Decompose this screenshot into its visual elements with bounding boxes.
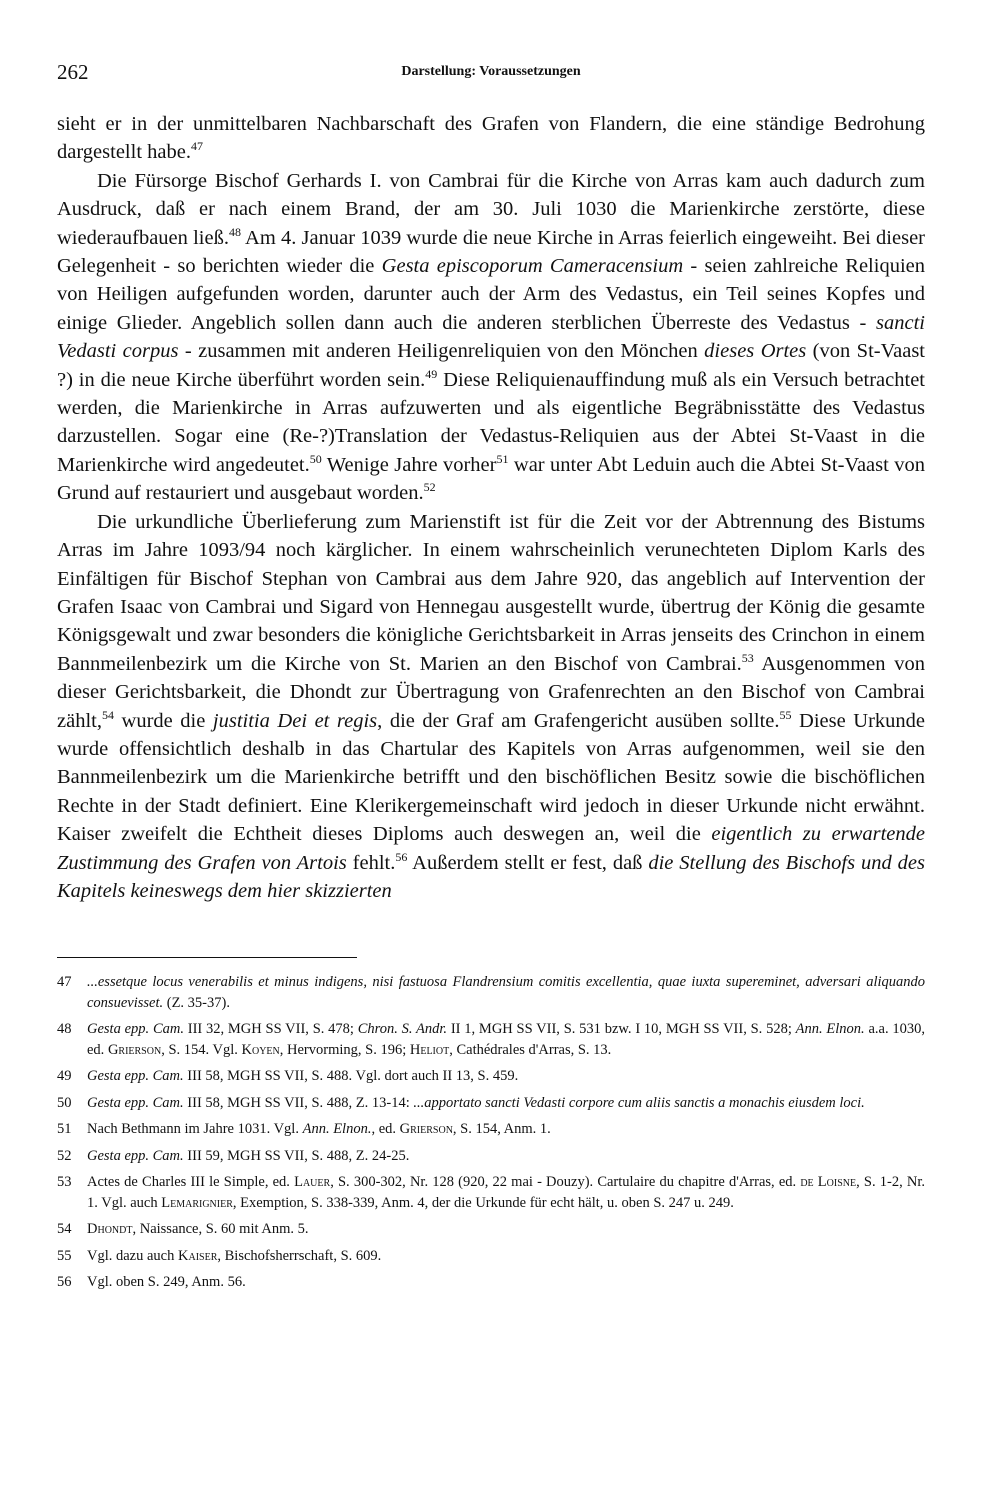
text-run: (von St-Vaast ?) in die neue Kirche überführt worden sein. <box>57 340 925 391</box>
footnote <box>57 1119 925 1140</box>
footnote-ref: 53 <box>741 650 754 665</box>
footnote-ref: 56 <box>395 849 408 864</box>
footnote <box>57 1246 925 1267</box>
text-run: (Z. 35-37). <box>163 994 230 1011</box>
text-run: , Exemption, S. 338-339, Anm. 4, der die Urkunde für echt hält, u. oben S. 247 u. 249. <box>232 1194 734 1211</box>
text-run: , S. 1-2, Nr. 1. Vgl. auch <box>87 1174 925 1211</box>
text-run: - zusammen mit anderen Heiligenreliquien von den Mönchen <box>178 340 705 363</box>
footnote-number: 50 <box>57 1094 72 1111</box>
italic-text: justitia Dei et regis <box>212 709 378 732</box>
footnote-number: 51 <box>57 1121 72 1138</box>
text-run: Vgl. oben S. 249, Anm. 56. <box>87 1274 246 1291</box>
text-run: Vgl. dazu auch <box>87 1247 178 1264</box>
author-name: Dhondt <box>87 1221 133 1238</box>
italic-text: sancti Vedasti corpus <box>57 311 925 363</box>
text-run: , S. 154, Anm. 1. <box>452 1121 551 1138</box>
footnote-number: 55 <box>57 1247 72 1264</box>
text-run: , S. 300-302, Nr. 128 (920, 22 mai - Douzy). Cartulaire du chapitre d'Arras, ed. <box>330 1174 801 1191</box>
italic-text: ...essetque locus venerabilis et minus indigens, nisi fastuosa Flandrensium comitis excellentia, quae iuxta supereminet, adversari aliquando consuevisset. <box>87 974 925 1011</box>
text-run: Actes de Charles III le Simple, ed. <box>87 1174 295 1191</box>
text-run: - seien zahlreiche Reliquien von Heiligen aufgefunden worden, darunter auch der Arm des Vedastus, ein Teil seines Kopfes und einige Glieder. Angeblich sollen dann auch die anderen sterblichen Überreste des Vedastus - <box>57 255 925 334</box>
italic-text: Ann. Elnon. <box>795 1021 865 1038</box>
author-name: Koyen <box>241 1041 280 1058</box>
footnote-ref: 48 <box>228 224 241 239</box>
italic-text: Gesta epp. Cam. <box>87 1147 184 1164</box>
italic-text: eigentlich zu erwartende Zustimmung des Grafen von Artois <box>57 823 925 874</box>
footnote <box>57 1219 925 1240</box>
text-run: , Naissance, S. 60 mit Anm. 5. <box>132 1221 309 1238</box>
text-run: Diese Urkunde wurde offensichtlich deshalb in das Chartular des Kapitels von Arras aufgenommen, weil sie den Bannmeilenbezirk um die Marienkirche betrifft und den bischöflichen Besitz sowie die bischöflichen Rechte in der Stadt definiert. Eine Klerikergemeinschaft wird jedoch in dieser Urkunde nicht erwähnt. Kaiser zweifelt die Echtheit dieses Diploms auch deswegen an, weil die <box>57 709 926 846</box>
text-run: sieht er in der unmittelbaren Nachbarschaft des Grafen von Flandern, die eine ständige Bedrohung dargestellt habe. <box>57 113 925 164</box>
footnote-number: 48 <box>57 1021 72 1038</box>
footnote-number: 52 <box>57 1147 72 1164</box>
italic-text: Gesta epp. Cam. <box>87 1068 184 1085</box>
footnote-number: 47 <box>57 974 72 991</box>
footnote-number: 53 <box>57 1174 72 1191</box>
text-run: II 1, MGH SS VII, S. 531 bzw. I 10, MGH SS VII, S. 528; <box>447 1021 796 1038</box>
author-name: Heliot <box>409 1041 450 1058</box>
author-name: Lauer <box>294 1174 331 1191</box>
text-run: III 58, MGH SS VII, S. 488, Z. 13-14: <box>183 1094 414 1111</box>
running-title: Darstellung: Voraussetzungen <box>401 64 581 79</box>
author-name: de Loisne <box>800 1174 857 1191</box>
footnote-ref: 55 <box>779 707 792 722</box>
footnote <box>57 1272 925 1293</box>
text-run: III 32, MGH SS VII, S. 478; <box>183 1021 358 1038</box>
text-run: III 58, MGH SS VII, S. 488. Vgl. dort auch II 13, S. 459. <box>183 1068 519 1085</box>
paragraph <box>57 110 925 167</box>
text-run: , S. 154. Vgl. <box>161 1041 242 1058</box>
paragraph <box>57 508 925 906</box>
text-run: Diese Reliquienauffindung muß als ein Versuch betrachtet werden, die Marienkirche in Arras aufzuwerten und als eigentliche Begräbnisstätte des Vedastus darzustellen. Sogar eine (Re-?)Translation der Vedastus-Reliquien aus der Abtei St-Vaast in die Marienkirche wird angedeutet. <box>57 368 925 476</box>
author-name: Grierson <box>107 1041 162 1058</box>
italic-text: Gesta epp. Cam. <box>87 1094 184 1111</box>
italic-text: die Stellung des Bischofs und des Kapitels keineswegs dem hier skizzierten <box>57 851 925 902</box>
footnote <box>57 972 925 1013</box>
text-run: Ausgenommen von dieser Gerichtsbarkeit, die Dhondt zur Übertragung von Grafenrechten an den Bischof von Cambrai zählt, <box>57 652 925 732</box>
footnote-number: 56 <box>57 1274 72 1291</box>
italic-text: Ann. Elnon. <box>302 1121 372 1138</box>
footnote-ref: 54 <box>101 707 114 722</box>
text-run: , Hervorming, S. 196; <box>279 1041 410 1058</box>
footnotes <box>57 972 925 1293</box>
text-run: Die Fürsorge Bischof Gerhards I. von Cambrai für die Kirche von Arras kam auch dadurch zum Ausdruck, daß er nach einem Brand, der am 30. Juli 1030 die Marienkirche zerstörte, diese wiederaufbauen ließ. <box>57 169 925 249</box>
footnote <box>57 1093 925 1114</box>
footnote-separator <box>57 957 357 958</box>
text-run: war unter Abt Leduin auch die Abtei St-Vaast von Grund auf restauriert und ausgebaut worden. <box>57 453 925 505</box>
text-run: Die urkundliche Überlieferung zum Marienstift ist für die Zeit vor der Abtrennung des Bistums Arras im Jahre 1093/94 noch kärglicher. In einem wahrscheinlich verunechteten Diplom Karls des Einfältigen für Bischof Stephan von Cambrai aus dem Jahre 920, das angeblich auf Intervention der Grafen Isaac von Cambrai und Sigard von Hennegau ausgestellt wurde, übertrug der König die gesamte Königsgewalt und zwar besonders die königliche Gerichtsbarkeit in Arras jenseits des Crinchon in einem Bannmeilenbezirk um die Kirche von St. Marien an den Bischof von Cambrai. <box>57 510 925 675</box>
italic-text: dieses Ortes <box>704 340 807 363</box>
author-name: Kaiser <box>178 1247 218 1264</box>
author-name: Grierson <box>399 1121 453 1138</box>
body-text <box>57 110 925 905</box>
italic-text: ...apportato sancti Vedasti corpore cum aliis sanctis a monachis eiusdem loci. <box>413 1094 865 1111</box>
footnote <box>57 1066 925 1087</box>
footnote-ref: 51 <box>496 451 509 466</box>
text-run: a.a. 1030, ed. <box>87 1021 925 1058</box>
text-run: , Cathédrales d'Arras, S. 13. <box>449 1041 612 1058</box>
text-run: III 59, MGH SS VII, S. 488, Z. 24-25. <box>183 1147 410 1164</box>
footnote-ref: 52 <box>423 480 436 495</box>
footnote-number: 54 <box>57 1221 72 1238</box>
text-run: fehlt. <box>346 851 396 874</box>
text-run: , ed. <box>371 1121 400 1138</box>
page-header <box>57 56 925 90</box>
footnote-number: 49 <box>57 1068 72 1085</box>
footnote-ref: 49 <box>425 366 438 381</box>
page-number: 262 <box>57 60 89 84</box>
text-run: Nach Bethmann im Jahre 1031. Vgl. <box>87 1121 303 1138</box>
text-run: Außerdem stellt er fest, daß <box>407 851 649 874</box>
footnote <box>57 1172 925 1213</box>
text-run: Wenige Jahre vorher <box>321 453 497 476</box>
paragraph <box>57 167 925 508</box>
text-run: wurde die <box>113 709 213 732</box>
footnote <box>57 1019 925 1060</box>
footnote-ref: 47 <box>190 139 203 154</box>
author-name: Lemarignier <box>161 1194 233 1211</box>
book-page <box>57 56 925 1299</box>
text-run: , Bischofsherrschaft, S. 609. <box>217 1247 382 1264</box>
footnote <box>57 1146 925 1167</box>
italic-text: Chron. S. Andr. <box>357 1021 448 1038</box>
italic-text: Gesta episcoporum Cameracensium <box>381 255 684 278</box>
text-run: , die der Graf am Grafengericht ausüben sollte. <box>377 709 780 732</box>
italic-text: Gesta epp. Cam. <box>87 1021 184 1038</box>
footnote-ref: 50 <box>309 451 322 466</box>
text-run: Am 4. Januar 1039 wurde die neue Kirche in Arras feierlich eingeweiht. Bei dieser Gelegenheit - so berichten wieder die <box>57 226 926 278</box>
